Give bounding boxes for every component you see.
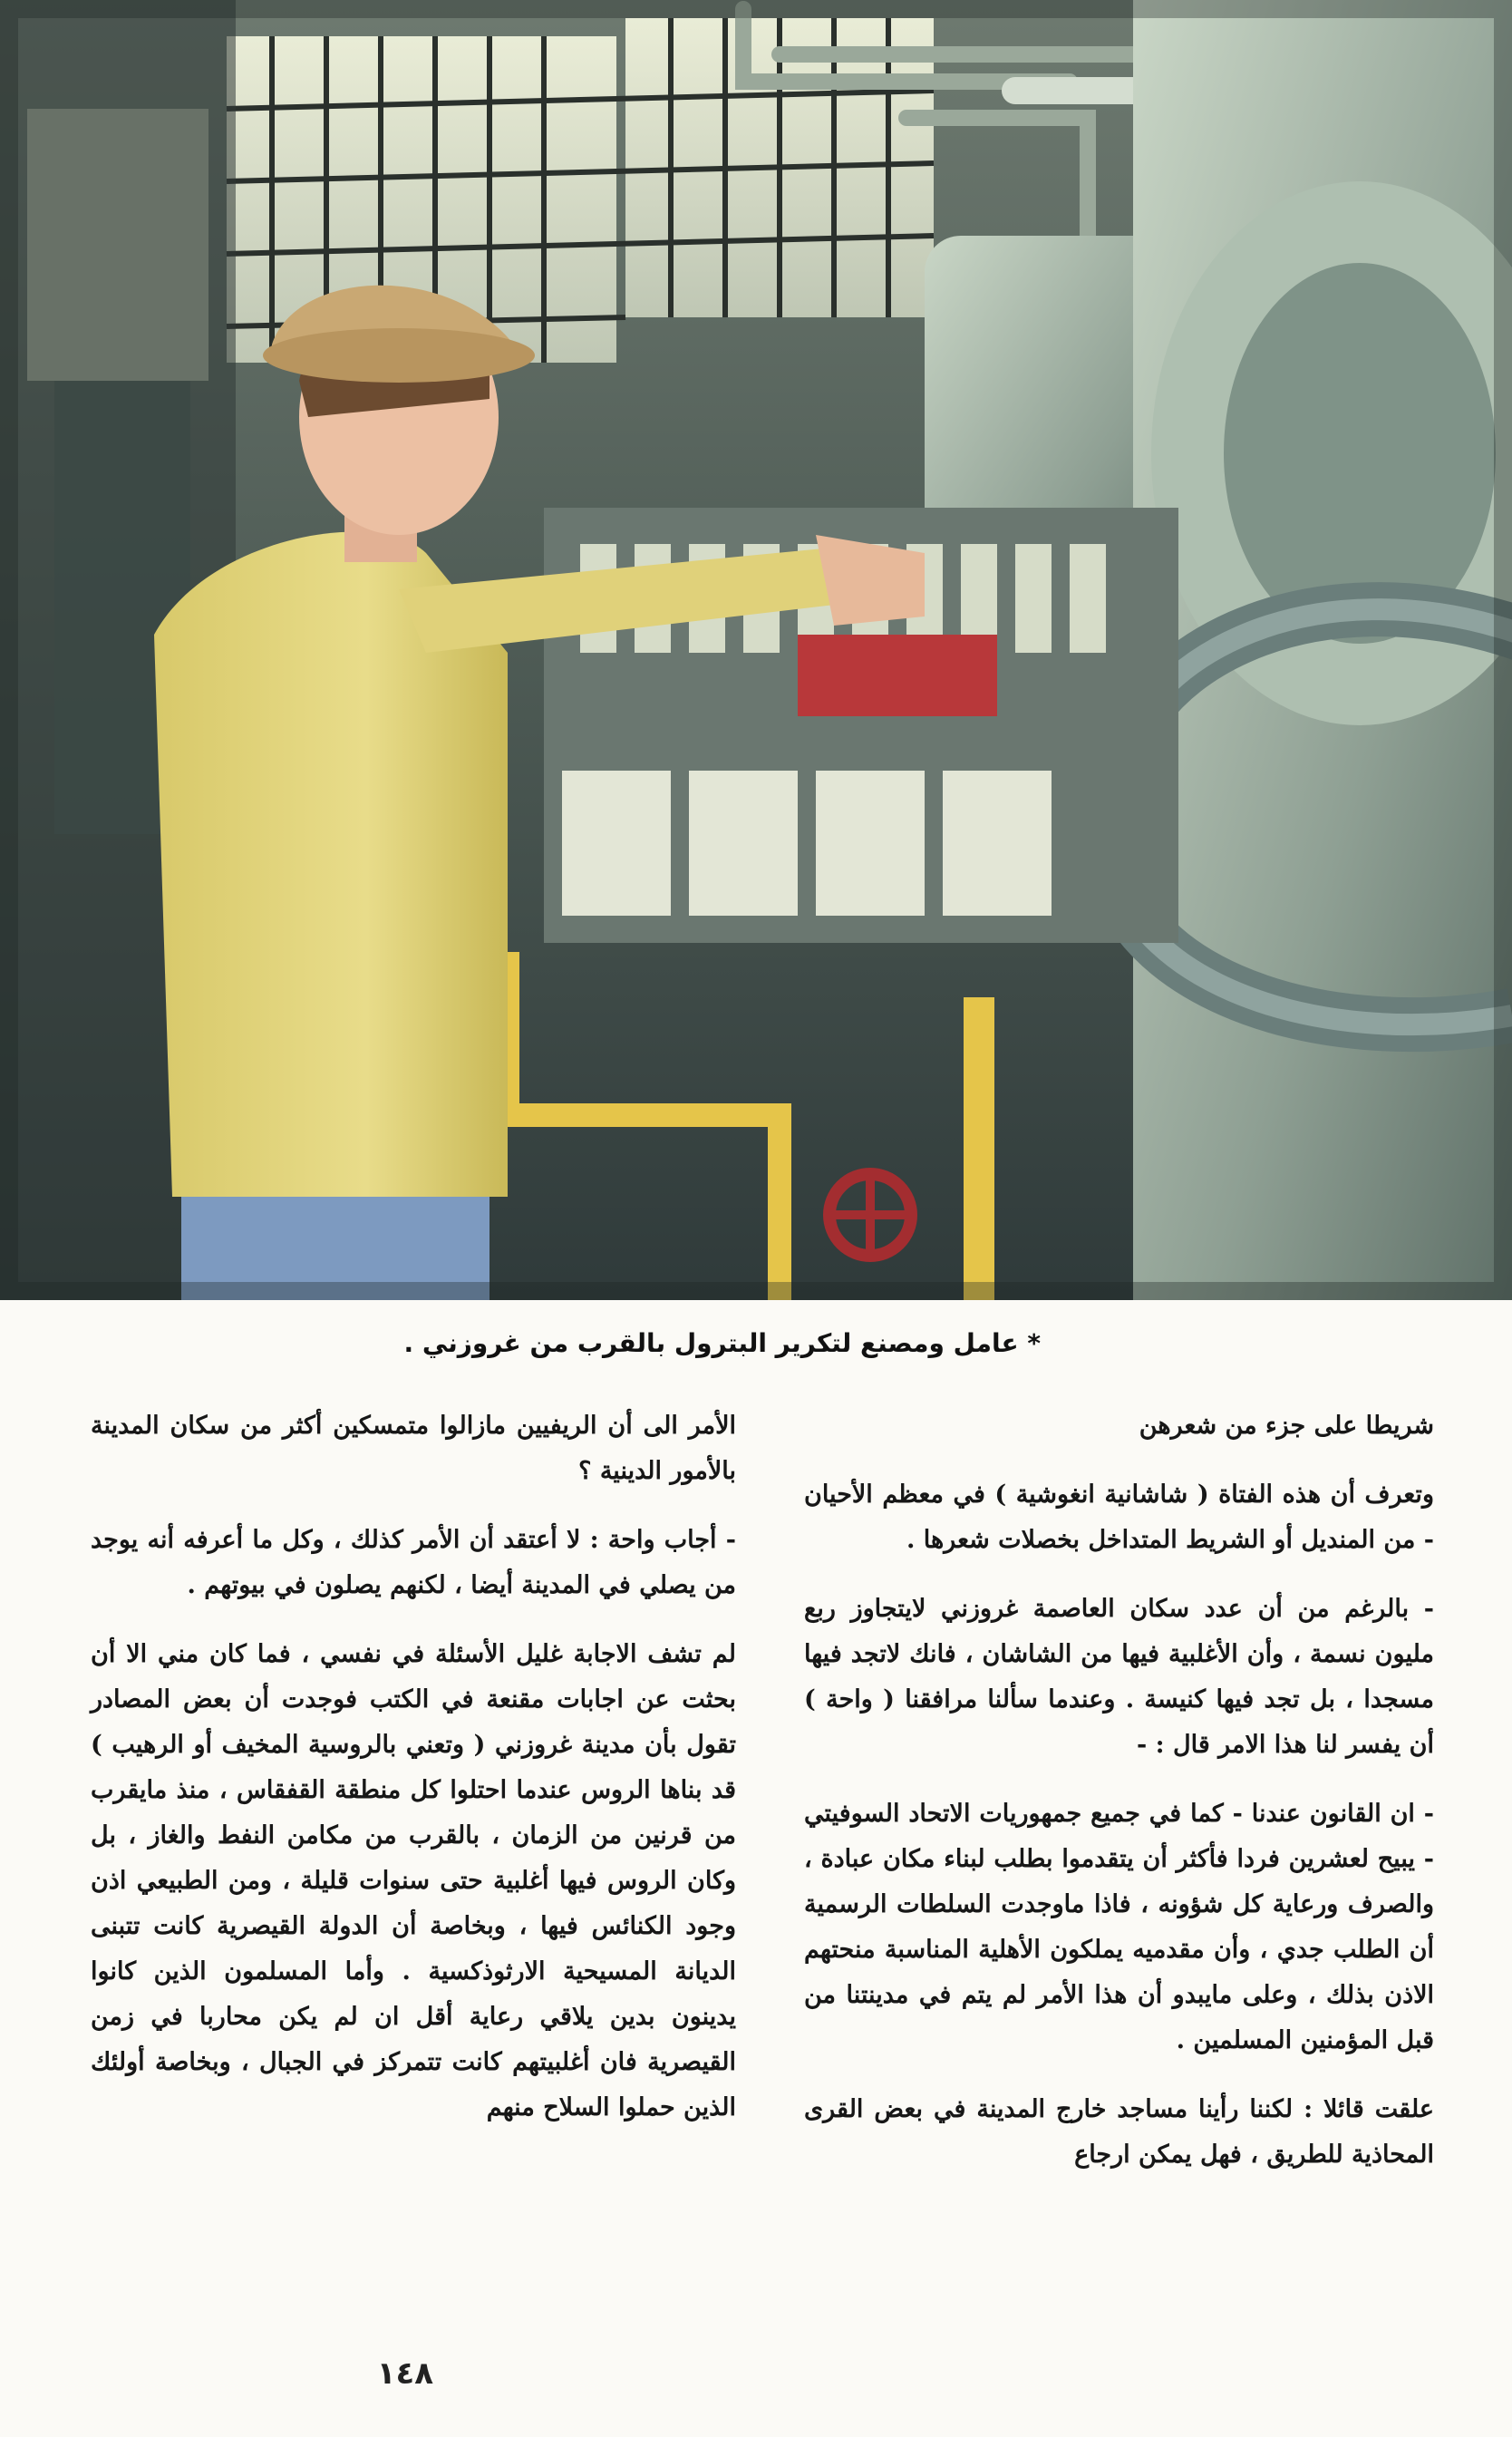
paragraph: - أجاب واحة : لا أعتقد أن الأمر كذلك ، وكل ما أعرفه أنه يوجد من يصلي في المدينة أيضا ، لكنهم يصلون في بيوتهم . [91, 1526, 736, 1599]
paragraph: الأمر الى أن الريفيين مازالوا متمسكين أكثر من سكان المدينة بالأمور الدينية ؟ [91, 1412, 736, 1485]
paragraph: لم تشف الاجابة غليل الأسئلة في نفسي ، فما كان مني الا أن بحثت عن اجابات مقنعة في الكتب فوجدت أن بعض المصادر تقول بأن مدينة غروزني ( وتعني بالروسية المخيف أو الرهيب ) قد بناها الروس عندما احتلوا كل منطقة القفقاس ، منذ مايقرب من قرنين من الزمان ، بالقرب من مكامن النفط والغاز ، بل وكان الروس فيها أغلبية حتى سنوات قليلة ، ومن الطبيعي اذن وجود الكنائس فيها ، وبخاصة أن الدولة القيصرية كانت تتبنى الديانة المسيحية الارثوذكسية . وأما المسلمون الذين كانوا يدينون بدين يلاقي رعاية أقل ان لم يكن محاربا في زمن القيصرية فان أغلبيتهم كانت تتمركز في الجبال ، وبخاصة أولئك الذين حملوا السلاح منهم [91, 1640, 736, 2121]
page-number: ١٤٨ [376, 2355, 433, 2392]
paragraph: - ان القانون عندنا - كما في جميع جمهوريات الاتحاد السوفيتي - يبيح لعشرين فردا فأكثر أن يتقدموا بطلب لبناء مكان عبادة ، والصرف ورعاية كل شؤونه ، فاذا ماوجدت السلطات الرسمية أن الطلب جدي ، وأن مقدميه يملكون الأهلية المناسبة منحتهم الاذن بذلك ، وعلى مايبدو أن هذا الأمر لم يتم في مدينتنا من قبل المؤمنين المسلمين . [804, 1800, 1435, 2054]
article-column-left [91, 1403, 736, 2131]
paragraph: - بالرغم من أن عدد سكان العاصمة غروزني لايتجاوز ربع مليون نسمة ، وأن الأغلبية فيها من الشاشان ، فانك لاتجد فيها مسجدا ، بل تجد فيها كنيسة . وعندما سألنا مرافقنا ( واحة ) أن يفسر لنا هذا الامر قال : - [804, 1595, 1434, 1759]
paragraph: وتعرف أن هذه الفتاة ( شاشانية انغوشية ) في معظم الأحيان - من المنديل أو الشريط المتداخل بخصلات شعرها . [804, 1481, 1434, 1554]
article-column-right [804, 1403, 1434, 2178]
paragraph: شريطا على جزء من شعرهن [1139, 1412, 1434, 1440]
photo-caption: * عامل ومصنع لتكرير البترول بالقرب من غروزني . [403, 1328, 1041, 1358]
paragraph: علقت قائلا : لكننا رأينا مساجد خارج المدينة في بعض القرى المحاذية للطريق ، فهل يمكن ارجاع [804, 2095, 1434, 2169]
